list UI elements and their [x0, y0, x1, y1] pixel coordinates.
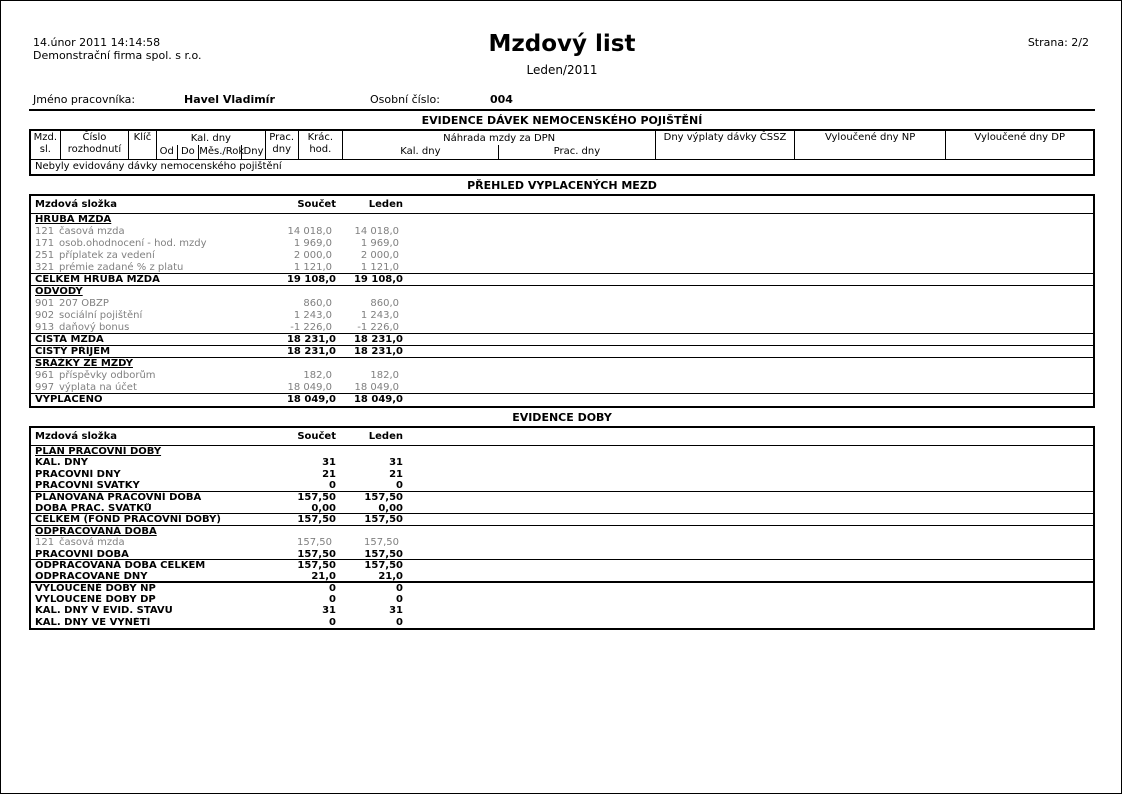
row-label: ODPRACOVANÁ DOBA CELKEM: [35, 559, 206, 571]
row-code: 913: [35, 322, 55, 333]
table-row: [31, 358, 1093, 370]
table-row: [31, 549, 1093, 560]
page-number: Strana: 2/2: [1027, 36, 1089, 49]
table-row: [31, 457, 1093, 468]
row-sum-value: 18 049,0: [287, 382, 332, 393]
table-row: [31, 370, 1093, 382]
row-sum-value: 18 049,0: [286, 394, 336, 405]
col-krac-hod: Krác. hod.: [299, 131, 344, 159]
row-label: ODPRACOVANÁ DOBA: [35, 525, 157, 537]
row-label: VYPLACENO: [35, 394, 103, 405]
row-label: CELKEM (FOND PRACOVNÍ DOBY): [35, 514, 221, 525]
row-sum-value: 21,0: [311, 571, 336, 583]
col-mes-rok: Měs./Rok: [199, 146, 245, 157]
row-sum-value: 31: [322, 605, 336, 617]
row-label: VYLOUČENÉ DOBY NP: [35, 582, 156, 594]
row-label: VYLOUČENÉ DOBY DP: [35, 594, 156, 606]
row-month-value: 14 018,0: [354, 226, 399, 237]
row-label: výplata na účet: [59, 382, 137, 393]
row-label: PRACOVNÍ SVÁTKY: [35, 480, 140, 491]
col-mzd-sl: Mzd. sl.: [31, 131, 61, 159]
table-row: [31, 492, 1093, 503]
row-month-value: 31: [389, 457, 403, 469]
row-sum-value: [251, 286, 336, 298]
row-label: ODVODY: [35, 286, 83, 297]
row-month-value: 1 243,0: [360, 310, 399, 321]
table-row: [31, 226, 1093, 238]
wages-section-title: PŘEHLED VYPLACENÝCH MEZD: [467, 179, 657, 192]
row-code: 321: [35, 262, 55, 273]
col-month: Leden: [368, 431, 403, 442]
row-label: osob.ohodnocení - hod. mzdy: [59, 238, 207, 249]
col-component: Mzdová složka: [35, 431, 118, 442]
table-row: [31, 310, 1093, 322]
row-label: KAL. DNY VE VYNĚTÍ: [35, 616, 151, 628]
row-sum-value: 157,50: [297, 491, 336, 503]
col-month: Leden: [368, 199, 403, 210]
row-code: 121: [35, 226, 55, 237]
row-month-value: 0,00: [378, 502, 403, 514]
table-row: [31, 334, 1093, 346]
table-row: [31, 250, 1093, 262]
row-month-value: [336, 286, 403, 298]
worker-name-label: Jméno pracovníka:: [33, 93, 136, 106]
col-group-nahrada-dpn: Náhrada mzdy za DPN Kal. dny Prac. dny: [343, 131, 656, 159]
col-cislo-rozhodnuti: Číslo rozhodnutí: [61, 131, 129, 159]
row-month-value: 18 231,0: [353, 334, 403, 345]
table-row: [31, 446, 1093, 457]
row-code: 121: [35, 537, 55, 549]
row-sum-value: 0,00: [311, 502, 336, 514]
row-month-value: [336, 526, 403, 537]
table-row: [31, 537, 1093, 548]
table-row: [31, 469, 1093, 480]
sickness-section-title: EVIDENCE DÁVEK NEMOCENSKÉHO POJIŠTĚNÍ: [421, 114, 703, 127]
row-month-value: [336, 446, 403, 457]
row-label: HRUBÁ MZDA: [35, 214, 112, 225]
header-center: [29, 31, 1095, 77]
row-label: daňový bonus: [59, 322, 130, 333]
row-label: časová mzda: [59, 226, 125, 237]
row-month-value: 21,0: [378, 571, 403, 583]
table-row: [31, 480, 1093, 491]
table-row: [31, 262, 1093, 274]
row-label: ODPRACOVANÉ DNY: [35, 571, 148, 581]
report-title: Mzdový list: [488, 31, 636, 57]
row-month-value: 1 969,0: [360, 238, 399, 249]
table-row: [31, 286, 1093, 298]
row-label: SRÁŽKY ZE MZDY: [35, 358, 133, 369]
col-do: Do: [177, 145, 199, 159]
table-row: [31, 560, 1093, 571]
row-month-value: 182,0: [370, 370, 399, 381]
row-month-value: 31: [389, 605, 403, 617]
table-row: [31, 503, 1093, 514]
row-month-value: 157,50: [364, 537, 399, 549]
report-header: [29, 1, 1095, 92]
personal-number: 004: [490, 93, 513, 106]
col-prac-dny: Prac. dny: [266, 131, 299, 159]
row-sum-value: 157,50: [297, 548, 336, 560]
print-datetime: 14.únor 2011 14:14:58: [33, 36, 161, 49]
row-sum-value: [251, 214, 336, 226]
table-row: [31, 214, 1093, 226]
row-sum-value: 157,50: [297, 537, 332, 549]
col-nahrada-prac-dny: Prac. dny: [498, 145, 656, 159]
row-month-value: 860,0: [370, 298, 399, 309]
table-row: [31, 514, 1093, 525]
wages-table-body: [31, 214, 1093, 406]
row-label: příplatek za vedení: [59, 250, 155, 261]
row-label: CELKEM HRUBÁ MZDA: [35, 274, 160, 285]
row-month-value: 157,50: [364, 548, 403, 560]
col-vyloucene-dny-np: Vyloučené dny NP: [795, 131, 947, 159]
table-row: [31, 382, 1093, 394]
table-row: [31, 605, 1093, 616]
col-group-kal-dny: Kal. dny Od Do Měs./Rok Dny: [157, 131, 266, 159]
row-sum-value: 0: [329, 582, 336, 594]
row-sum-value: 14 018,0: [287, 226, 332, 237]
row-month-value: 18 049,0: [354, 382, 399, 393]
col-dny-vyplaty-cssz: Dny výplaty dávky ČSSZ: [656, 131, 795, 159]
col-sum: Součet: [297, 199, 336, 210]
company-name: Demonstrační firma spol. s r.o.: [33, 49, 202, 62]
row-code: 997: [35, 382, 55, 393]
row-month-value: [336, 358, 403, 370]
row-code: 171: [35, 238, 55, 249]
col-sum: Součet: [297, 431, 336, 442]
col-nahrada-kal-dny: Kal. dny: [400, 146, 441, 157]
row-sum-value: 0: [329, 480, 336, 492]
row-label: DOBA PRAC. SVÁTKŮ: [35, 502, 152, 514]
row-label: PRACOVNÍ DNY: [35, 468, 121, 480]
row-sum-value: -1 226,0: [290, 322, 332, 333]
row-code: 961: [35, 370, 55, 381]
row-sum-value: 157,50: [297, 559, 336, 571]
report-period: Leden/2011: [526, 63, 598, 77]
row-sum-value: [251, 446, 336, 457]
table-row: [31, 322, 1093, 334]
row-sum-value: 1 243,0: [293, 310, 332, 321]
row-sum-value: 0: [329, 616, 336, 628]
table-row: [31, 583, 1093, 594]
table-row: [31, 298, 1093, 310]
row-sum-value: 182,0: [303, 370, 332, 381]
worker-name: Havel Vladimír: [184, 93, 275, 106]
row-sum-value: 2 000,0: [293, 250, 332, 261]
sickness-empty-message: Nebyly evidovány dávky nemocenského pojištění: [35, 161, 282, 172]
row-code: 251: [35, 250, 55, 261]
row-sum-value: 18 231,0: [286, 334, 336, 345]
row-sum-value: [251, 358, 336, 370]
row-label: ČISTÝ PŘÍJEM: [35, 346, 111, 357]
wages-table-header: [31, 196, 1093, 214]
row-code: 901: [35, 298, 55, 309]
row-sum-value: 157,50: [297, 514, 336, 526]
row-month-value: 0: [396, 594, 403, 606]
row-month-value: 2 000,0: [360, 250, 399, 261]
row-month-value: -1 226,0: [357, 322, 399, 333]
table-row: [31, 594, 1093, 605]
row-month-value: 18 049,0: [353, 394, 403, 405]
personal-number-label: Osobní číslo:: [370, 93, 440, 106]
table-row: [31, 346, 1093, 358]
row-label: sociální pojištění: [59, 310, 143, 321]
row-month-value: 157,50: [364, 559, 403, 571]
col-dny: Dny: [241, 145, 265, 159]
table-row: [31, 394, 1093, 406]
row-month-value: 18 231,0: [353, 346, 403, 357]
col-klic: Klíč: [129, 131, 157, 159]
row-month-value: 0: [396, 616, 403, 628]
row-label: časová mzda: [59, 537, 125, 549]
time-table-body: [31, 446, 1093, 628]
row-code: 902: [35, 310, 55, 321]
row-sum-value: 860,0: [303, 298, 332, 309]
row-label: 207 OBZP: [59, 298, 109, 309]
row-month-value: 157,50: [364, 514, 403, 526]
table-row: [31, 526, 1093, 537]
row-month-value: 0: [396, 480, 403, 492]
row-label: PLÁN PRACOVNÍ DOBY: [35, 446, 162, 457]
row-month-value: [336, 214, 403, 226]
wages-table: [29, 194, 1095, 408]
row-label: KAL. DNY V EVID. STAVU: [35, 605, 173, 617]
table-row: [31, 238, 1093, 250]
table-row: [31, 571, 1093, 582]
row-sum-value: 19 108,0: [286, 274, 336, 285]
row-sum-value: 18 231,0: [286, 346, 336, 357]
row-month-value: 1 121,0: [360, 262, 399, 273]
row-label: příspěvky odborům: [59, 370, 156, 381]
sickness-benefits-table: [29, 129, 1095, 176]
row-label: PRACOVNÍ DOBA: [35, 548, 129, 559]
row-sum-value: [251, 526, 336, 537]
col-component: Mzdová složka: [35, 199, 118, 210]
col-od: Od: [159, 146, 174, 157]
worker-row: [29, 92, 1095, 111]
row-sum-value: 21: [322, 468, 336, 480]
row-month-value: 157,50: [364, 491, 403, 503]
row-sum-value: 0: [329, 594, 336, 606]
row-month-value: 0: [396, 582, 403, 594]
row-label: KAL. DNY: [35, 457, 89, 469]
sickness-table-header: [31, 131, 1093, 160]
col-vyloucene-dny-dp: Vyloučené dny DP: [974, 132, 1065, 143]
time-table-header: [31, 428, 1093, 446]
row-month-value: 21: [389, 468, 403, 480]
row-month-value: 19 108,0: [353, 274, 403, 285]
row-label: PLÁNOVANÁ PRACOVNÍ DOBA: [35, 491, 202, 503]
row-sum-value: 31: [322, 457, 336, 469]
row-label: prémie zadané % z platu: [59, 262, 184, 273]
time-section-title: EVIDENCE DOBY: [512, 411, 612, 424]
row-sum-value: 1 121,0: [293, 262, 332, 273]
time-table: [29, 426, 1095, 630]
row-sum-value: 1 969,0: [293, 238, 332, 249]
table-row: [31, 274, 1093, 286]
table-row: [31, 617, 1093, 628]
row-label: ČISTÁ MZDA: [35, 334, 104, 345]
